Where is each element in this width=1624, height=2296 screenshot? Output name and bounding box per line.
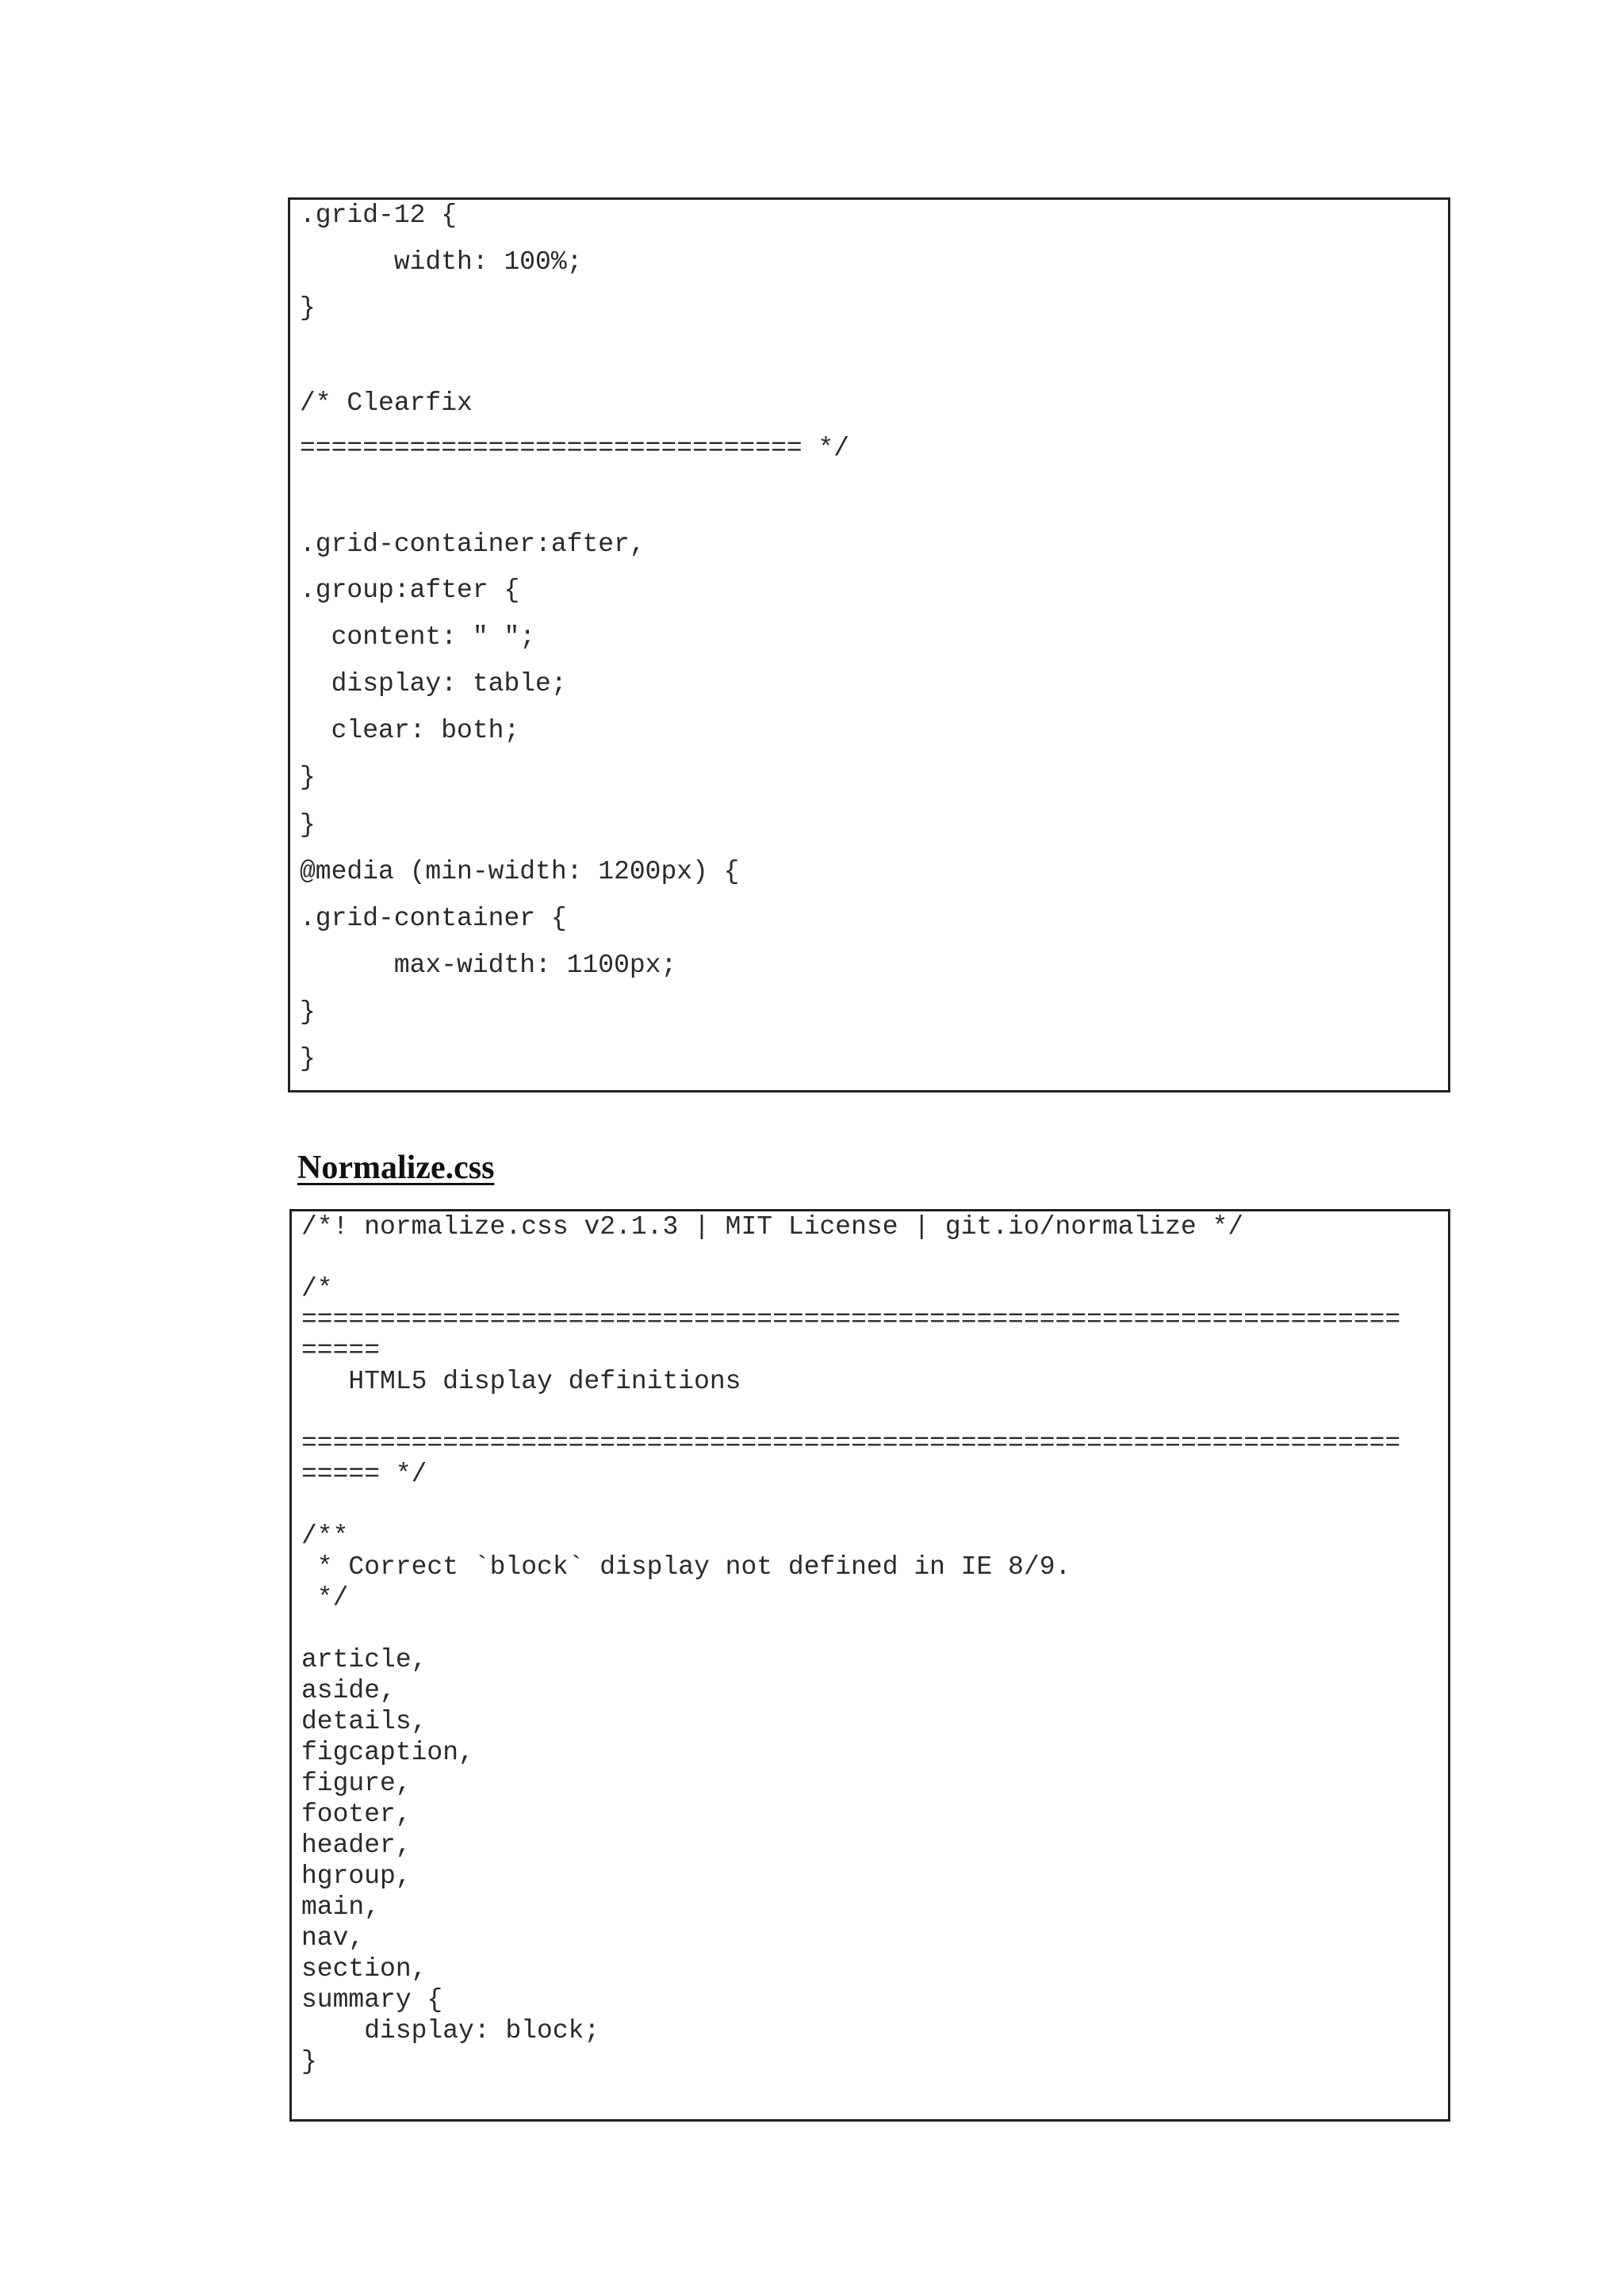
normalize-css-heading: Normalize.css <box>297 1150 495 1186</box>
code-line: nav, <box>301 1923 365 1953</box>
code-line: display: block; <box>301 2016 600 2045</box>
code-line: } <box>300 810 316 840</box>
code-line: max-width: 1100px; <box>300 951 677 980</box>
code-line: } <box>300 763 316 792</box>
code-line: figure, <box>301 1769 412 1798</box>
code-line: ====================================================================== <box>301 1305 1401 1334</box>
code-line: content: " "; <box>300 622 536 652</box>
code-line: /* <box>301 1274 333 1303</box>
code-line: aside, <box>301 1676 396 1705</box>
code-line: /* Clearfix <box>300 388 473 418</box>
code-line: clear: both; <box>300 716 520 745</box>
normalize-css-code-block <box>289 1209 1450 2122</box>
code-line: width: 100%; <box>300 247 583 277</box>
code-line: summary { <box>301 1985 443 2015</box>
code-line: figcaption, <box>301 1738 474 1767</box>
code-line: details, <box>301 1707 427 1736</box>
code-line: } <box>300 1044 316 1073</box>
code-line: .grid-12 { <box>300 201 458 230</box>
code-line: article, <box>301 1645 427 1674</box>
code-line: /** <box>301 1521 349 1551</box>
code-line: ================================ */ <box>300 434 850 463</box>
code-line: .grid-container:after, <box>300 530 645 559</box>
grid-css-code-block <box>288 197 1450 1093</box>
code-line: } <box>301 2047 317 2076</box>
code-line: ===== <box>301 1336 381 1365</box>
code-line: @media (min-width: 1200px) { <box>300 857 740 886</box>
code-line: * Correct `block` display not defined in IE 8/9. <box>301 1552 1071 1582</box>
code-line: main, <box>301 1892 381 1922</box>
code-line: */ <box>301 1583 349 1613</box>
code-line: hgroup, <box>301 1862 412 1891</box>
code-line: .group:after { <box>300 576 520 605</box>
code-line: } <box>300 293 316 323</box>
code-line: /*! normalize.css v2.1.3 | MIT License | git.io/normalize */ <box>301 1212 1244 1242</box>
code-line: ====================================================================== <box>301 1429 1401 1458</box>
code-line: section, <box>301 1954 427 1984</box>
code-line: } <box>300 997 316 1027</box>
code-line: footer, <box>301 1800 412 1829</box>
code-line: display: table; <box>300 669 567 698</box>
code-line: .grid-container { <box>300 904 567 933</box>
code-line: ===== */ <box>301 1460 427 1489</box>
code-line: HTML5 display definitions <box>301 1367 741 1396</box>
code-line: header, <box>301 1831 412 1860</box>
